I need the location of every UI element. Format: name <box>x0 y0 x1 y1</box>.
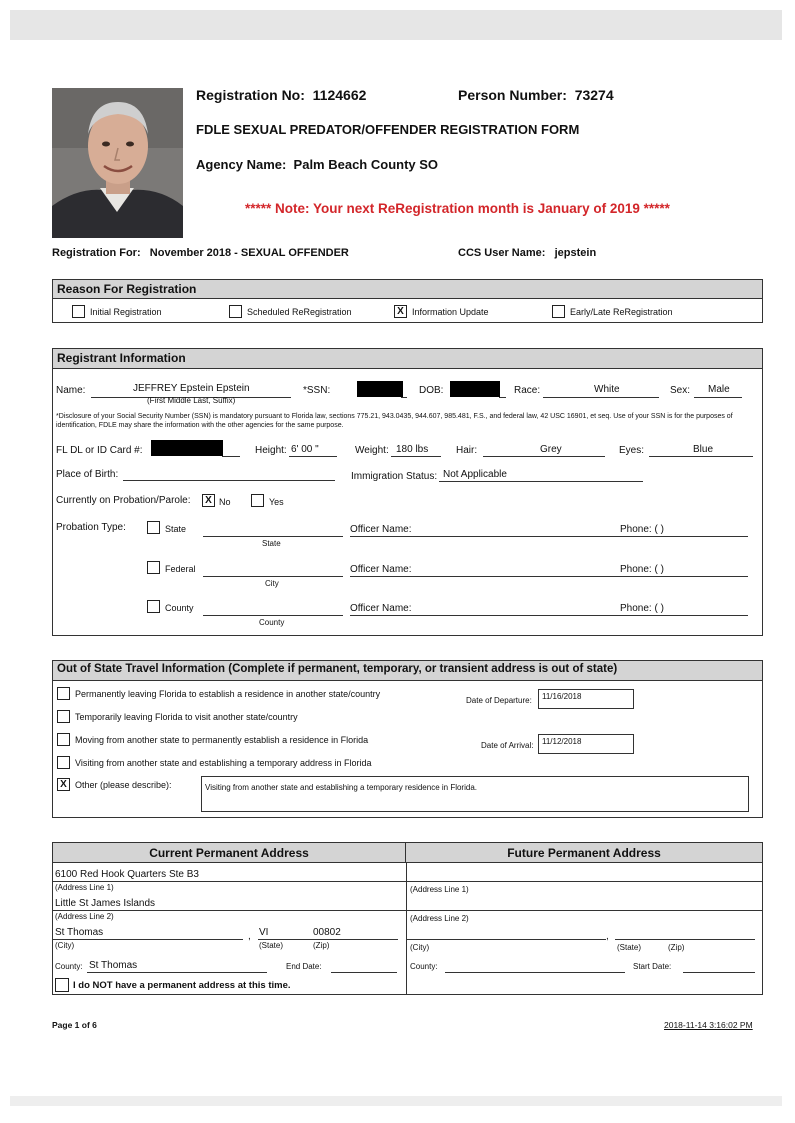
future-state-label: (State) <box>617 943 642 952</box>
print-timestamp: 2018-11-14 3:16:02 PM <box>664 1020 753 1030</box>
probation-state-label: State <box>165 524 187 534</box>
probation-county-label: County <box>165 603 194 613</box>
reason-title: Reason For Registration <box>53 280 762 299</box>
probation-type-label: Probation Type: <box>56 522 126 533</box>
dl-redacted <box>151 440 223 456</box>
current-line1: 6100 Red Hook Quarters Ste B3 <box>55 869 199 880</box>
address-section: Current Permanent Address Future Permanent Address 6100 Red Hook Quarters Ste B3 (Address Line 1) Little St James Islands (Address Line 2) St Thomas (City) , VI (State) 00802 (Zip) County: St Thomas End Date: I do NOT have a permanent address at this time. (Address Line 1) (Address Line 2) (City) , (State) (Zip) County: Start Date: <box>52 842 763 995</box>
travel-title: Out of State Travel Information (Complete if permanent, temporary, or transient address is out of state) <box>53 661 762 681</box>
pob-label: Place of Birth: <box>56 469 119 480</box>
reregistration-note: ***** Note: Your next ReRegistration month is January of 2019 ***** <box>245 201 670 216</box>
future-line1-label: (Address Line 1) <box>410 885 469 894</box>
hair-label: Hair: <box>456 445 478 456</box>
checkbox-probation-state[interactable] <box>147 521 160 534</box>
eyes-label: Eyes: <box>619 445 645 456</box>
label-travel-permanent-leaving: Permanently leaving Florida to establish a residence in another state/country <box>75 689 381 699</box>
checkbox-no-permanent-address[interactable] <box>55 978 69 992</box>
future-address-title: Future Permanent Address <box>406 843 762 863</box>
start-date-label: Start Date: <box>633 962 672 971</box>
checkbox-probation-federal[interactable] <box>147 561 160 574</box>
no-permanent-address-label: I do NOT have a permanent address at this time. <box>73 980 291 991</box>
checkbox-initial[interactable] <box>72 305 85 318</box>
departure-field[interactable]: 11/16/2018 <box>538 689 634 709</box>
ssn-redacted <box>357 381 403 397</box>
ssn-label: *SSN: <box>303 385 331 396</box>
form-title: FDLE SEXUAL PREDATOR/OFFENDER REGISTRATION FORM <box>196 122 580 137</box>
future-zip-label: (Zip) <box>668 943 685 952</box>
checkbox-travel-visiting[interactable] <box>57 756 70 769</box>
arrival-label: Date of Arrival: <box>481 741 534 750</box>
checkbox-travel-moving[interactable] <box>57 733 70 746</box>
weight-value: 180 lbs <box>396 444 429 455</box>
name-value: JEFFREY Epstein Epstein <box>133 383 250 394</box>
eyes-value: Blue <box>693 444 714 455</box>
height-value: 6' 00 " <box>291 444 319 455</box>
current-line2: Little St James Islands <box>55 898 156 909</box>
ssn-disclosure: *Disclosure of your Social Security Number (SSN) is mandatory pursuant to Florida law, sections 775.21, 943.0435, 944.607, 985.481, F.S., and federal law, 42 USC 16901, et seq. Use of your SSN is for the purposes of identification, FDLE may share the information with the other agencies for the same purpose. <box>56 413 733 429</box>
scan-bottom-band <box>10 1096 782 1106</box>
sex-label: Sex: <box>670 385 691 396</box>
label-travel-other: Other (please describe): <box>75 780 172 790</box>
scan-top-band <box>10 10 782 40</box>
checkbox-scheduled[interactable] <box>229 305 242 318</box>
current-county-label: County: <box>55 962 83 971</box>
current-zip-label: (Zip) <box>313 941 330 950</box>
current-line1-label: (Address Line 1) <box>55 883 114 892</box>
probation-county-sub: County <box>259 618 285 627</box>
checkbox-probation-county[interactable] <box>147 600 160 613</box>
current-city-label: (City) <box>55 941 75 950</box>
phone-label-federal: Phone: ( ) <box>620 564 664 575</box>
registrant-section <box>52 348 763 636</box>
sex-value: Male <box>708 384 730 395</box>
registrant-title: Registrant Information <box>53 349 762 369</box>
current-county: St Thomas <box>89 960 138 971</box>
portrait-image <box>52 88 183 238</box>
officer-label-federal: Officer Name: <box>350 564 412 575</box>
checkbox-early-late[interactable] <box>552 305 565 318</box>
departure-label: Date of Departure: <box>466 696 532 705</box>
label-travel-temporary-leaving: Temporarily leaving Florida to visit another state/country <box>75 712 298 722</box>
dl-label: FL DL or ID Card #: <box>56 445 143 456</box>
dob-label: DOB: <box>419 385 444 396</box>
probation-state-sub: State <box>262 539 281 548</box>
person-number: Person Number: 73274 <box>458 87 614 103</box>
current-line2-label: (Address Line 2) <box>55 912 114 921</box>
future-line2-label: (Address Line 2) <box>410 914 469 923</box>
race-label: Race: <box>514 385 541 396</box>
current-city: St Thomas <box>55 927 104 938</box>
immigration-label: Immigration Status: <box>351 471 438 482</box>
registrant-photo <box>52 88 183 238</box>
phone-label-state: Phone: ( ) <box>620 524 664 535</box>
name-hint: (First Middle Last, Suffix) <box>147 396 236 405</box>
dob-redacted <box>450 381 500 397</box>
label-scheduled: Scheduled ReRegistration <box>247 307 352 317</box>
future-county-label: County: <box>410 962 438 971</box>
name-label: Name: <box>56 385 86 396</box>
checkbox-travel-temporary-leaving[interactable] <box>57 710 70 723</box>
checkbox-probation-no[interactable]: X <box>202 494 215 507</box>
probation-label: Currently on Probation/Parole: <box>56 495 191 506</box>
probation-no-label: No <box>219 497 231 507</box>
registration-no: Registration No: 1124662 <box>196 87 367 103</box>
arrival-field[interactable]: 11/12/2018 <box>538 734 634 754</box>
probation-yes-label: Yes <box>269 497 284 507</box>
race-value: White <box>594 384 620 395</box>
hair-value: Grey <box>540 444 562 455</box>
current-state-label: (State) <box>259 941 284 950</box>
immigration-value: Not Applicable <box>443 469 507 480</box>
other-description-field[interactable]: Visiting from another state and establishing a temporary residence in Florida. <box>201 776 749 812</box>
current-zip: 00802 <box>313 927 341 938</box>
current-address-title: Current Permanent Address <box>53 843 406 863</box>
reason-section <box>52 279 763 323</box>
label-travel-visiting: Visiting from another state and establishing a temporary address in Florida <box>75 758 372 768</box>
officer-label-county: Officer Name: <box>350 603 412 614</box>
probation-federal-sub: City <box>265 579 279 588</box>
agency-name: Agency Name: Palm Beach County SO <box>196 157 439 172</box>
checkbox-travel-other[interactable]: X <box>57 778 70 791</box>
registration-for: Registration For: November 2018 - SEXUAL OFFENDER <box>52 247 349 259</box>
probation-federal-label: Federal <box>165 564 196 574</box>
label-info-update: Information Update <box>412 307 489 317</box>
page-number: Page 1 of 6 <box>52 1020 97 1030</box>
phone-label-county: Phone: ( ) <box>620 603 664 614</box>
height-label: Height: <box>255 445 287 456</box>
label-early-late: Early/Late ReRegistration <box>570 307 673 317</box>
checkbox-info-update[interactable]: X <box>394 305 407 318</box>
checkbox-probation-yes[interactable] <box>251 494 264 507</box>
checkbox-travel-permanent-leaving[interactable] <box>57 687 70 700</box>
label-initial: Initial Registration <box>90 307 162 317</box>
travel-section <box>52 660 763 818</box>
current-state: VI <box>259 927 269 938</box>
ccs-user: CCS User Name: jepstein <box>458 247 597 259</box>
officer-label-state: Officer Name: <box>350 524 412 535</box>
future-city-label: (City) <box>410 943 430 952</box>
label-travel-moving: Moving from another state to permanently establish a residence in Florida <box>75 735 369 745</box>
weight-label: Weight: <box>355 445 389 456</box>
end-date-label: End Date: <box>286 962 322 971</box>
